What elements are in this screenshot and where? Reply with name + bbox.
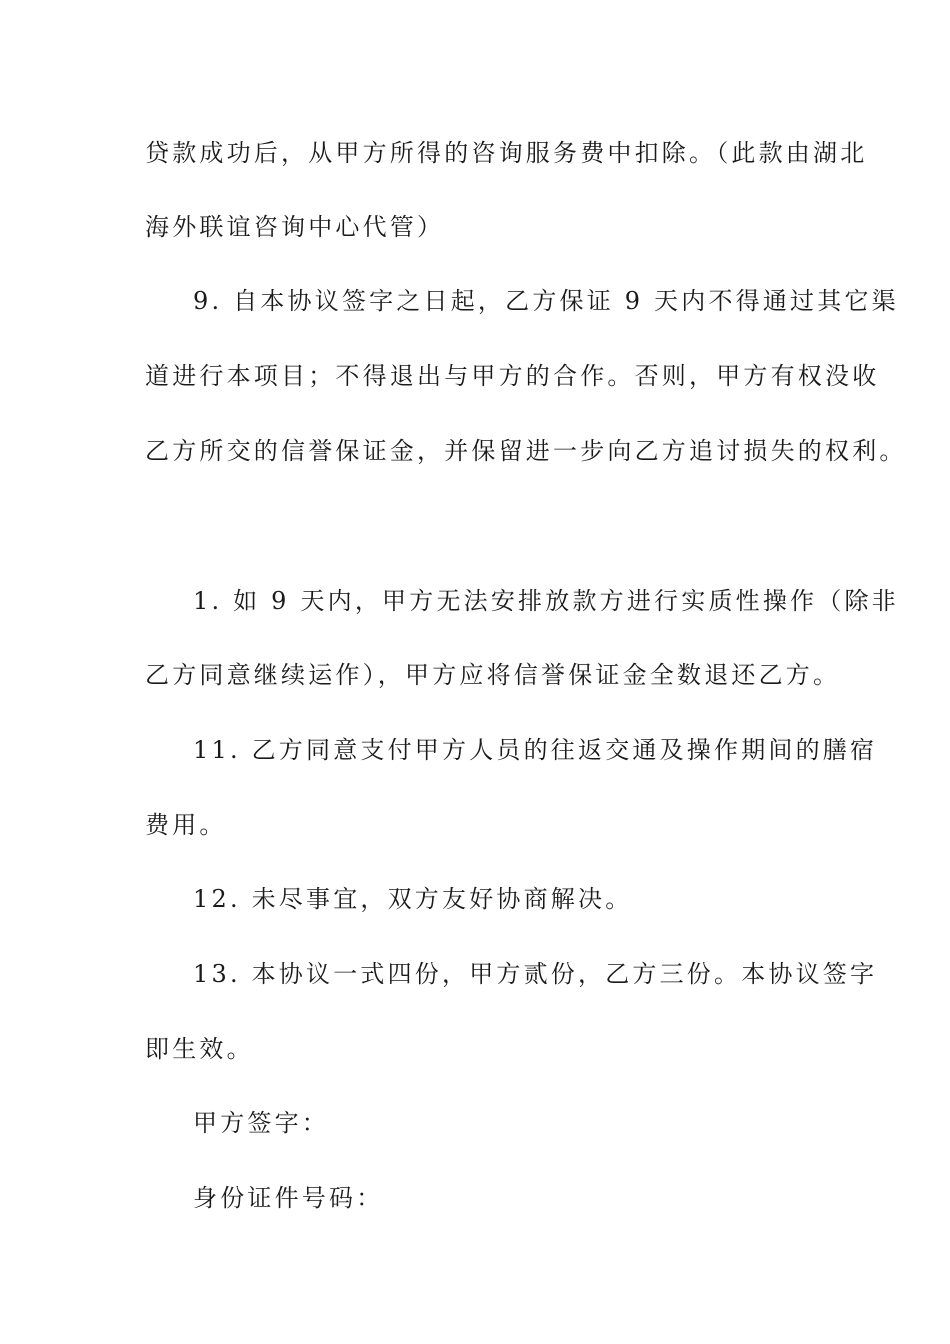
clause-1-line: 1. 如 9 天内，甲方无法安排放款方进行实质性操作（除非 [193,587,899,615]
party-a-signature-label: 甲方签字： [193,1109,329,1137]
paragraph-line: 贷款成功后，从甲方所得的咨询服务费中扣除。（此款由湖北 [145,139,868,167]
clause-12-line: 12. 未尽事宜，双方友好协商解决。 [193,885,633,913]
paragraph-line: 即生效。 [145,1035,254,1063]
id-number-label: 身份证件号码： [193,1184,384,1212]
paragraph-line: 费用。 [145,811,227,839]
clause-9-line: 9. 自本协议签字之日起，乙方保证 9 天内不得通过其它渠 [193,287,899,315]
paragraph-line: 海外联谊咨询中心代管） [145,213,445,241]
clause-11-line: 11. 乙方同意支付甲方人员的往返交通及操作期间的膳宿 [193,736,878,764]
paragraph-line: 道进行本项目；不得退出与甲方的合作。否则，甲方有权没收 [145,362,880,390]
paragraph-line: 乙方所交的信誉保证金，并保留进一步向乙方追讨损失的权利。 [145,437,907,465]
clause-13-line: 13. 本协议一式四份，甲方贰份，乙方三份。本协议签字 [193,960,878,988]
paragraph-line: 乙方同意继续运作），甲方应将信誉保证金全数退还乙方。 [145,661,841,689]
